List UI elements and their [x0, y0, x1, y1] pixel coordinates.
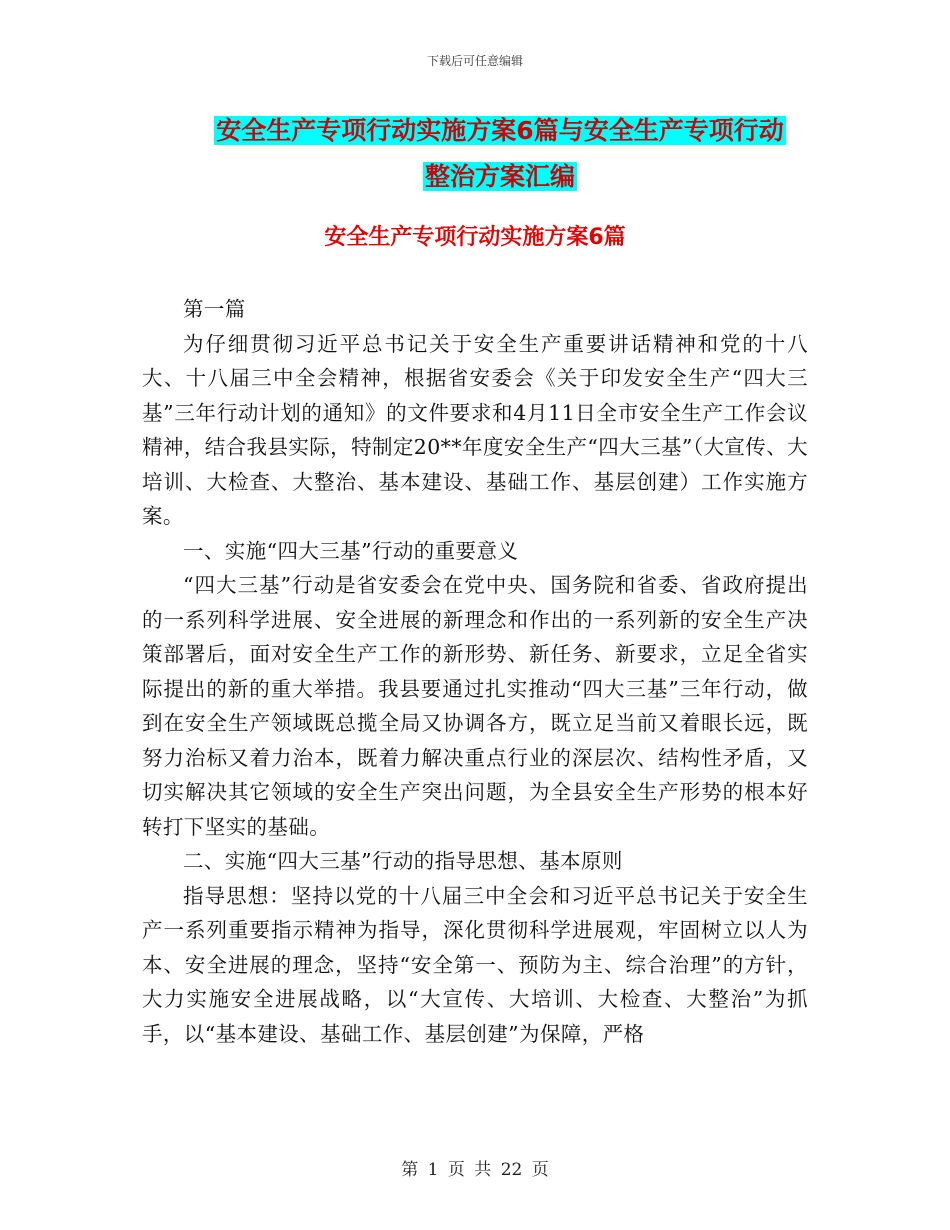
section-heading: 一、实施“四大三基”行动的重要意义 [183, 538, 519, 563]
chapter-label: 第一篇 [183, 297, 246, 321]
document-title [140, 108, 860, 200]
document-title-line-2: 整治方案汇编 [424, 162, 575, 191]
page-number-footer: 第 1 页 共 22 页 [401, 1160, 549, 1180]
body-paragraph: 指导思想：坚持以党的十八届三中全会和习近平总书记关于安全生产一系列重要指示精神为指导，深化贯彻科学进展观，牢固树立以人为本、安全进展的理念，坚持“安全第一、预防为主、综合治理”的方针，大力实施安全进展战略，以“大宣传、大培训、大检查、大整治”为抓手，以“基本建设、基础工作、基层创建”为保障，严格 [142, 883, 808, 1046]
body-paragraph: “四大三基”行动是省安委会在党中央、国务院和省委、省政府提出的一系列科学进展、安全进展的新理念和作出的一系列新的安全生产决策部署后，面对安全生产工作的新形势、新任务、新要求，立足全省实际提出的新的重大举措。我县要通过扎实推动“四大三基”三年行动，做到在安全生产领域既总揽全局又协调各方，既立足当前又着眼长远，既努力治标又着力治本，既着力解决重点行业的深层次、结构性矛盾，又切实解决其它领域的安全生产突出问题，为全县安全生产形势的根本好转打下坚实的基础。 [142, 573, 808, 839]
section-title: 安全生产专项行动实施方案6篇 [324, 225, 626, 250]
section-heading: 二、实施“四大三基”行动的指导思想、基本原则 [183, 849, 623, 873]
body-paragraph: 为仔细贯彻习近平总书记关于安全生产重要讲话精神和党的十八大、十八届三中全会精神，根据省安委会《关于印发安全生产“四大三基”三年行动计划的通知》的文件要求和4月11日全市安全生产工作会议精神，结合我县实际，特制定20**年度安全生产“四大三基”（大宣传、大培训、大检查、大整治、基本建设、基础工作、基层创建）工作实施方案。 [142, 331, 808, 528]
document-title-line-1: 安全生产专项行动实施方案6篇与安全生产专项行动 [216, 116, 784, 145]
document-body [142, 292, 808, 1051]
page-header-note: 下载后可任意编辑 [426, 54, 523, 68]
